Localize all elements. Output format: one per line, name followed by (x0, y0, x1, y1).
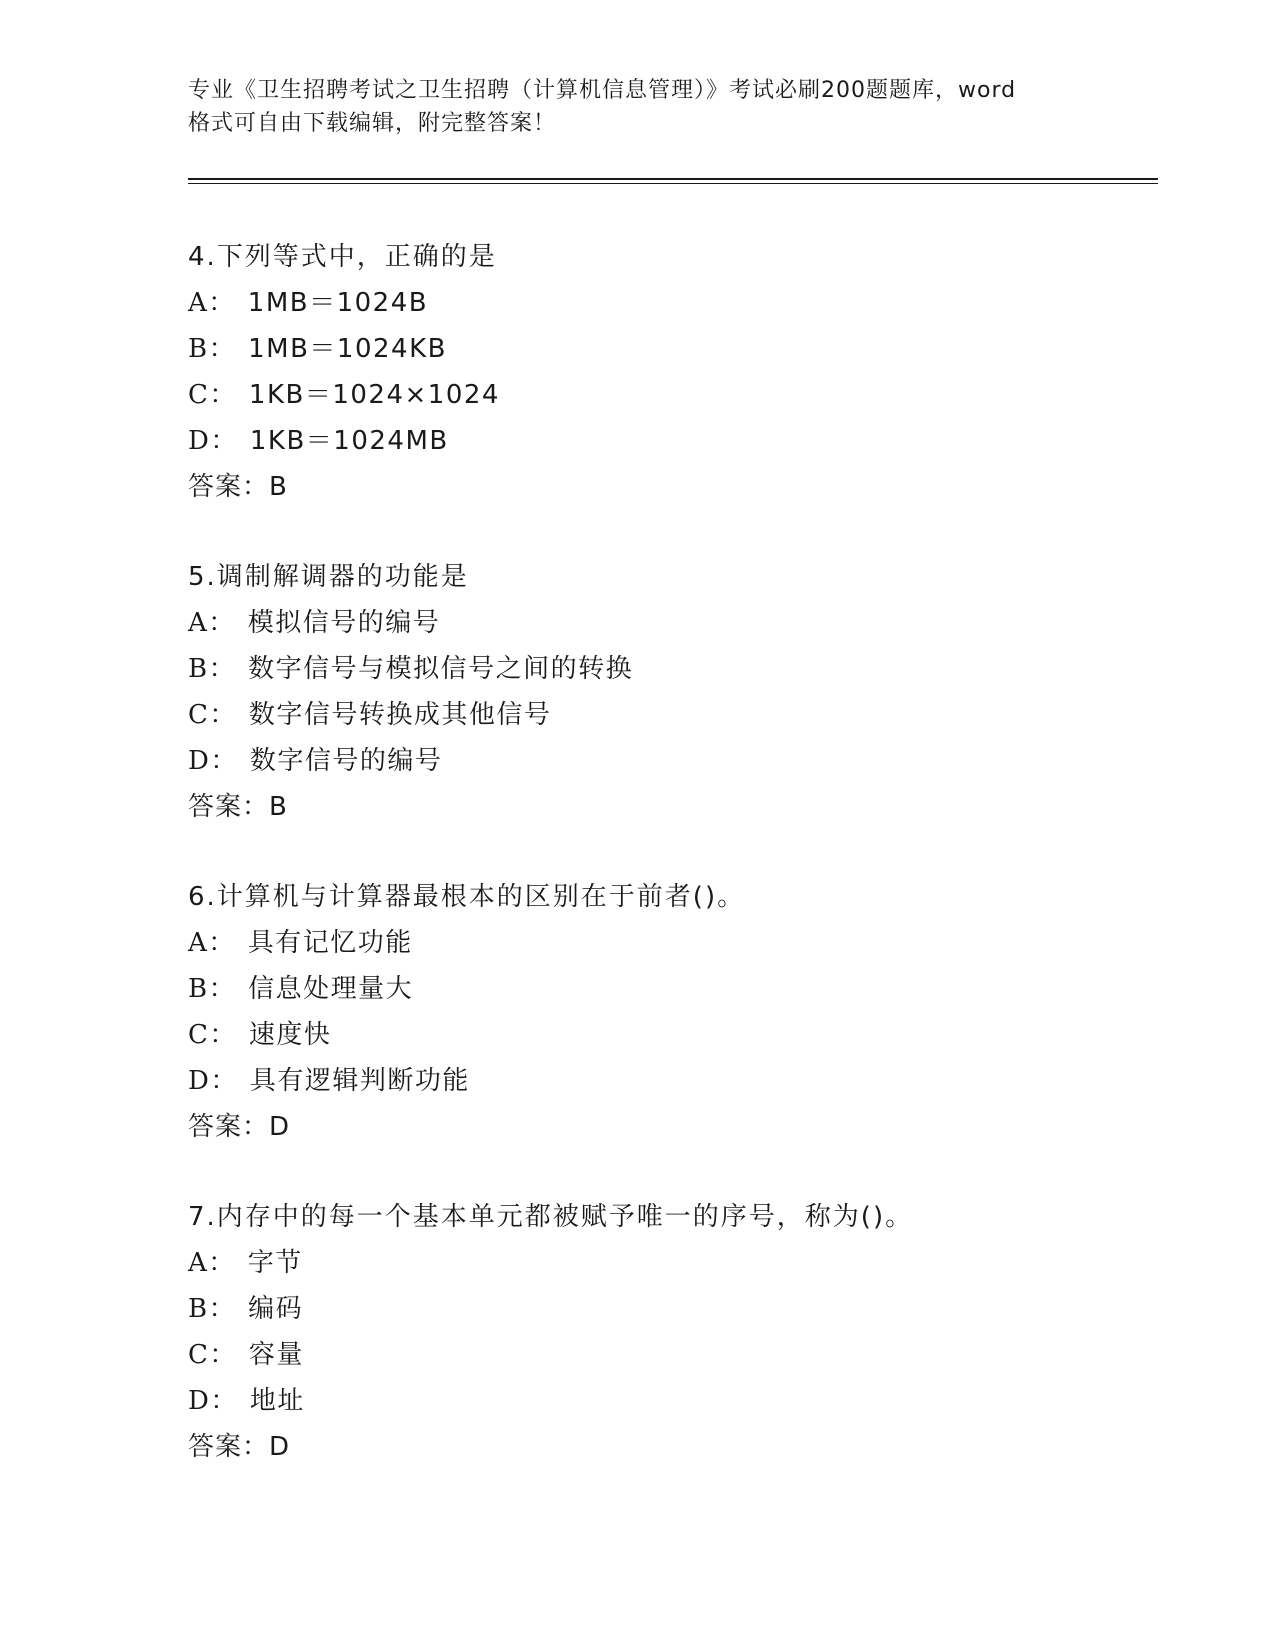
option-text: 信息处理量大 (248, 974, 414, 1004)
option-label: B： (188, 654, 237, 684)
option-label: A： (188, 608, 236, 638)
answer-line: 答案：B (188, 792, 288, 822)
option-a (188, 920, 1158, 966)
option-d (188, 418, 1158, 464)
answer-line: 答案：D (188, 1432, 291, 1462)
option-text: 具有记忆功能 (247, 928, 413, 958)
question-stem: 5.调制解调器的功能是 (188, 562, 469, 592)
option-text: 编码 (248, 1294, 304, 1324)
option-c (188, 372, 1158, 418)
answer-line: 答案：B (188, 472, 288, 502)
option-b (188, 966, 1158, 1012)
option-a (188, 1240, 1158, 1286)
document-header: 专业《卫生招聘考试之卫生招聘（计算机信息管理）》考试必刷200题题库，word 格式可自由下载编辑，附完整答案！ (188, 78, 1017, 136)
option-text: 1KB＝1024×1024 (248, 380, 500, 410)
option-text: 数字信号的编号 (249, 746, 443, 776)
option-text: 模拟信号的编号 (247, 608, 441, 638)
option-b (188, 326, 1158, 372)
question-block (188, 554, 1158, 874)
option-text: 速度快 (248, 1020, 332, 1050)
option-label: B： (188, 974, 237, 1004)
option-label: D： (188, 426, 238, 456)
option-a (188, 600, 1158, 646)
question-block (188, 1194, 1158, 1514)
option-text: 1MB＝1024KB (248, 334, 447, 364)
question-stem: 7.内存中的每一个基本单元都被赋予唯一的序号，称为()。 (188, 1202, 914, 1232)
option-d (188, 1378, 1158, 1424)
option-text: 数字信号与模拟信号之间的转换 (248, 654, 634, 684)
option-label: D： (188, 1066, 238, 1096)
question-block (188, 874, 1158, 1194)
option-text: 具有逻辑判断功能 (249, 1066, 470, 1096)
option-label: C： (188, 1340, 237, 1370)
option-d (188, 738, 1158, 784)
question-stem: 4.下列等式中，正确的是 (188, 242, 497, 272)
answer-line: 答案：D (188, 1112, 291, 1142)
option-label: D： (188, 1386, 238, 1416)
option-b (188, 646, 1158, 692)
option-c (188, 1012, 1158, 1058)
option-label: C： (188, 700, 237, 730)
option-a (188, 280, 1158, 326)
option-text: 容量 (248, 1340, 304, 1370)
option-text: 地址 (249, 1386, 305, 1416)
option-text: 数字信号转换成其他信号 (248, 700, 552, 730)
question-list (188, 234, 1158, 1514)
option-label: D： (188, 746, 238, 776)
header-rule-thick (188, 178, 1158, 180)
option-c (188, 692, 1158, 738)
option-c (188, 1332, 1158, 1378)
option-b (188, 1286, 1158, 1332)
question-block (188, 234, 1158, 554)
option-text: 1MB＝1024B (247, 288, 429, 318)
option-label: B： (188, 334, 237, 364)
option-text: 1KB＝1024MB (249, 426, 449, 456)
header-rule-thin (188, 183, 1158, 184)
option-label: A： (188, 928, 236, 958)
option-label: B： (188, 1294, 237, 1324)
option-label: A： (188, 1248, 236, 1278)
option-d (188, 1058, 1158, 1104)
option-label: C： (188, 1020, 237, 1050)
option-text: 字节 (247, 1248, 303, 1278)
option-label: C： (188, 380, 237, 410)
question-stem: 6.计算机与计算器最根本的区别在于前者()。 (188, 882, 746, 912)
option-label: A： (188, 288, 236, 318)
